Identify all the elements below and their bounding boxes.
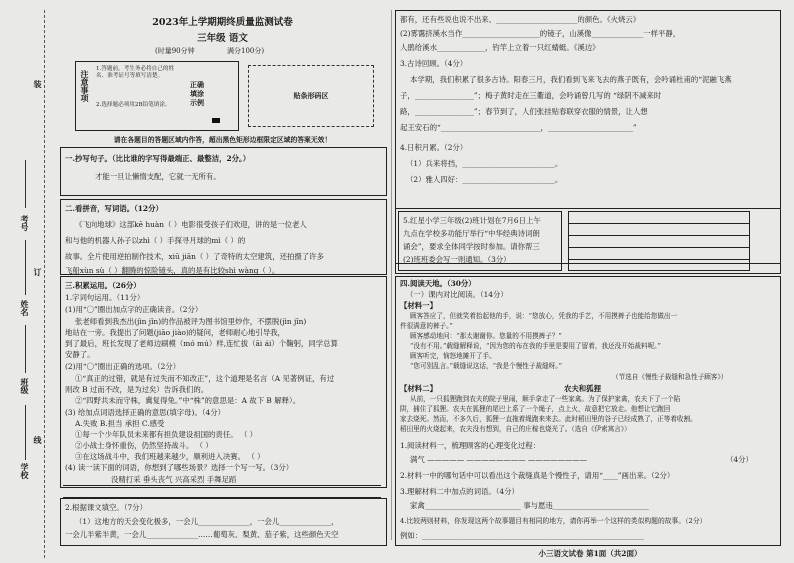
binding-label-school: 学校 (20, 463, 30, 479)
q2-line-3: 故事。全片使用逆拍制作技术，xiū jiān（ ）了奇特的太空建筑，还拍摄了许多 (65, 252, 324, 261)
right-page (393, 8, 787, 558)
q2-line-1: 《飞向地球》这部kē huàn（ ）电影很受孩子们欢迎，讲的是一位老人 (75, 220, 307, 229)
q4-item-1: （1）兵来将挡，_________________________。 (406, 159, 563, 168)
exam-score: 满分100分) (227, 47, 265, 55)
fill-sample-mark (212, 118, 220, 123)
question-3-answers[interactable]: 家禽__________________________ 事与愿违__________________________ (410, 501, 649, 510)
material-1-line-2: 件很满意的裤子。” (400, 322, 453, 330)
q-fill-heading: 2.根据课文填空。（7分） (65, 503, 147, 512)
q5-answer-area[interactable] (568, 211, 750, 271)
q3-poem-1: 本学期，我们积累了很多古诗。阳春三月，我们看到飞来飞去的燕子既有，会吟诵杜甫的“泥融飞燕 (410, 75, 732, 84)
q3-1d: (4) 读一读下面的词语，你想到了哪些场景？选择一个写一写。（3分） (65, 463, 294, 472)
q1-box (60, 147, 387, 196)
q4-item-2: （2）雅人四好：_________________________。 (406, 175, 563, 184)
q-fill-text-2: 一会儿半紫半黄，一会儿______________……葡萄灰、梨黄、茄子紫，这些颜色天空 (65, 530, 339, 539)
q3-1b-text-2: 则改 B 过而不改，是为过矣）告诉我们的。 (65, 385, 209, 394)
q3-1a-text-1: 张老师看到我杰出(jìn jǐn)的作品被评为图书馆里炒作，不摆脱(jìn jǐn) (75, 317, 307, 326)
material-2-line-4: 稻田里的火烧起来，农夫没有想到，自己的庄稼也烧光了。（选自《伊索寓言》） (400, 425, 631, 433)
q3-poem-4: 起王安石的“___________________________，_______________________” (400, 123, 637, 132)
q3-1c: (3) 给加点词语选择正确的意思(填字母)。（4分） (65, 408, 226, 417)
r-fill-3: 人鹃给溪水_____________，钓竿上立着一只红蜻蜓。《溪边》 (400, 43, 600, 52)
r-fill-1: 都有，还有些说也说不出来、______________________的颜色。《火烧云》 (400, 15, 641, 24)
binding-label-class: 班级 (20, 378, 30, 394)
q3-1a-text-4: 安静了。 (65, 350, 95, 359)
binding-label-zhuang: 装 (33, 80, 43, 88)
exam-no-blank[interactable] (25, 160, 26, 208)
material-2-line-2: 阱，捕住了狐狸。农夫在狐狸的尾巴上系了一个绳子，点上火，故意把它放走。他想让它跑回 (400, 405, 671, 413)
material-1-line-1: 顾客答应了，但就笑着抬起他的手，说：“您放心，凭我的手艺，不用摸裤子也能给您做出一 (410, 312, 678, 320)
q3-1c-item-2: ②小战士身怀重伤，仍然坚持战斗。 （ ） (75, 441, 213, 450)
binding-label-exam-no: 考号 (20, 215, 30, 231)
question-2: 2.材料一中的哪句话中可以看出这个裁缝真是个慢性子，请用“____”画出来。（2分） (400, 471, 675, 480)
binding-label-xian: 线 (33, 436, 43, 444)
q5-text-4: (2)班班委会写一则通知。（3分） (403, 255, 511, 264)
notice-text-1: 1.答题前，考生务必将自己的姓名、准考证号等填写清楚。 (96, 66, 175, 79)
material-1-label: 【材料一】 (400, 301, 437, 310)
left-page (55, 8, 390, 553)
q3-1b-text-1: ①“真正的过错，就是有过失而不知改正”，这个道理是名言（A 见著例证，有过 (75, 374, 335, 383)
question-1-flow[interactable]: 满气 ————— ———————— ———————— (410, 455, 588, 464)
material-2-line-3: 家去烧死。然而，不多久后，狐狸一直拖着绳跑来来去。此时稻田里的谷子已经成熟了，正等着收割。 (400, 415, 697, 423)
fill-sample-label: 正确填涂示例 (190, 80, 204, 107)
page-footer: 小三语文试卷 第1面（共2面） (538, 549, 642, 558)
q3-1b: (2)用“〇”圈出正确的选项。（2分） (65, 362, 181, 371)
q3-poem-heading: 3.古诗回顾。（4分） (400, 59, 468, 68)
material-1-source: （节选自《慢性子裁缝和急性子顾客》） (612, 373, 728, 381)
page-divider (391, 10, 392, 540)
q2-line-4: 飞船xùn sù（ ）翻腾的惊险镜头，真的是有比较shì wàng（ ）。 (65, 266, 280, 275)
q5-prompt-box (398, 211, 562, 271)
binding-strip (0, 0, 52, 563)
q3-1a-text-2: 地站在一旁。我提出了问题(jiāo jiào)的疑问，老师耐心地引导我， (65, 328, 285, 337)
section4-heading: 四.阅读天地。（30分） (400, 279, 476, 288)
q3-1d-words: 没精打采 垂头丧气 兴高采烈 手舞足蹈 (111, 475, 237, 484)
binding-cut-line (44, 10, 45, 558)
question-3: 3.理解材料二中加点的词语。（4分） (400, 487, 519, 496)
q-fill-text-1: （1）这地方的天会变化极多，一会儿______________，一会儿______________， (75, 517, 339, 526)
q1-sentence: 才能一旦让懒惰支配，它就一无所有。 (95, 172, 221, 181)
barcode-label: 贴条形码区 (293, 91, 329, 100)
material-2-label: 【材料二】 (400, 384, 437, 393)
class-blank[interactable] (25, 325, 26, 373)
q3-1a-text-3: 到了最后，班长发现了老师边刷模（mó mú）样,连忙拔（āi ái）个鞠躬，同学总算 (65, 339, 338, 348)
r-fill-2: (2)雾霭挤溪水当作_____________________的镜子，山溪像______________一样平静， (400, 29, 681, 38)
q3-1c-options: A.失败 B.担当 承担 C.感受 (75, 419, 165, 428)
q5-text-3: 诵会”，要求全体同学按时参加。请你帮三 (403, 242, 540, 251)
question-4-example[interactable]: 例如：____________________________________________________________ (400, 531, 644, 540)
q3-part-1: 1.字词句运用。（11分） (65, 293, 145, 302)
q3-box (60, 276, 387, 488)
q3-1c-item-1: ①每一个少年队员未来都有担负建设祖国的责任。 （ ） (75, 430, 258, 439)
q3-1a: (1)用“〇”圈出加点字的正确读音。（2分） (65, 305, 203, 314)
q2-box (60, 199, 387, 275)
exam-title: 2023年上学期期终质量监测试卷 (152, 17, 293, 28)
school-blank[interactable] (25, 405, 26, 460)
question-1-score: （4分） (726, 455, 753, 464)
exam-subject: 三年级 语文 (197, 33, 248, 44)
q3-poem-3: 路，________________”；春节到了，人们张挂贴春联穿衣服的情景，让人想 (400, 107, 648, 116)
q5-text-2: 九点在学校多功能厅举行“中华经典诗词朗 (403, 229, 540, 238)
q3-1c-item-3: ③在这场战斗中，我们班越来越少，顺利进入决赛。 （ ） (75, 452, 265, 461)
name-blank[interactable] (25, 240, 26, 295)
binding-label-name: 姓名 (20, 300, 30, 316)
material-2-line-1: 从前，一只狐狸跑到农夫的院子里闹，顺手拿走了一些家禽。为了保护家禽，农夫下了一个陷 (410, 395, 681, 403)
question-4: 4.比较两则材料，你发现这两个故事题目有相同的地方，请你再举一个这样的类似构题的故事。（2分） (400, 517, 707, 525)
q2-line-2: 和与他的机器人孙子以zhì（ ）手探寻月球的mì（ ）的 (65, 236, 246, 245)
material-1-line-4: “没有不用。”载缝解释说，“因为您的布在我的手里是要用了留着，我还没开始裁料呢。” (410, 342, 661, 350)
q3-1b-text-3: ②“四野共未而守株，冀复得兔。”中“株”的意思是：A 故下 B 解释）。 (75, 396, 301, 405)
exam-time: (时量90分钟 (155, 47, 195, 55)
binding-label-ding: 订 (33, 268, 43, 276)
answer-area-warning: 请在各题目的答题区域内作答，超出黑色矩形边框限定区域的答案无效！ (113, 136, 332, 144)
q5-box (395, 208, 781, 274)
question-1: 1.阅读材料一，梳理顾客的心理变化过程： (400, 441, 541, 450)
material-1-line-3: 顾客感动地问：“那太谢谢你。您量的不用摸裤子？” (410, 332, 562, 340)
reading-section-box (395, 276, 781, 546)
q4-heading: 4.日积月累。（2分） (400, 143, 468, 152)
q5-text-1: 5.红星小学三年级(2)班计划在7月6日上午 (403, 216, 541, 225)
q3-heading: 三.积累运用。（26分） (65, 281, 141, 290)
q1-heading: 一.抄写句子。（比比谁的字写得最端正、最整洁，2分。） (65, 154, 251, 163)
q2-heading: 二.看拼音，写词语。（12分） (65, 204, 163, 213)
notice-label: 注意事项 (80, 70, 90, 102)
q-fill-box (60, 498, 387, 546)
material-2-title: 农夫和狐狸 (564, 384, 601, 393)
barcode-area (248, 65, 374, 127)
material-1-line-5: 顾客听完，恼怒地摊开了手。 (410, 352, 496, 360)
notice-box (75, 61, 239, 131)
reading-part-1: （一）课内对比阅读。（14分） (406, 290, 508, 299)
material-1-line-6: “您可别乱言。”载缝说这话，“我是个慢性子裁缝呀。” (410, 362, 562, 370)
q3-poem-2: 子，________________”；梅子黄时走在三衢道，会吟诵曾几写的 “绿阴不减来时 (400, 91, 662, 100)
notice-text-2: 2.选择题必须用2B铅笔填涂。 (96, 102, 171, 108)
q3-answer-lines[interactable] (63, 474, 381, 498)
